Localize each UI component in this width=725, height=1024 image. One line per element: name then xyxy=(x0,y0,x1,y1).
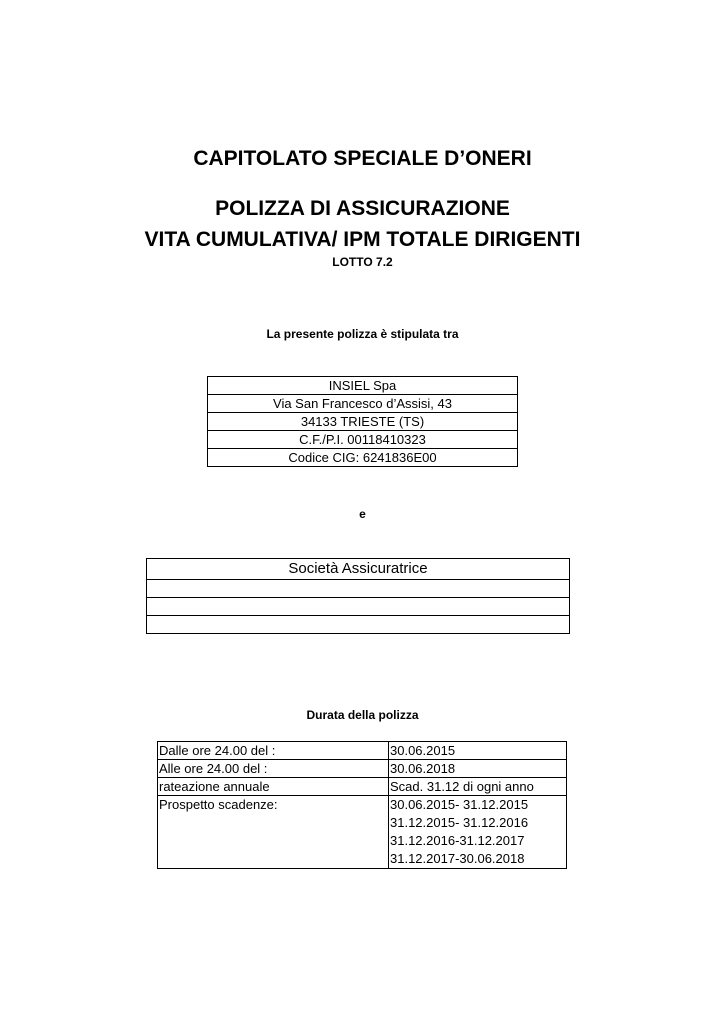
policy-subtitle: VITA CUMULATIVA/ IPM TOTALE DIRIGENTI xyxy=(144,228,581,251)
contractor-cig: Codice CIG: 6241836E00 xyxy=(208,449,518,467)
table-row xyxy=(158,760,567,778)
duration-heading: Durata della polizza xyxy=(306,708,419,722)
schedule-item: 30.06.2015- 31.12.2015 xyxy=(390,797,529,812)
contractor-table xyxy=(207,376,518,467)
duration-label: rateazione annuale xyxy=(158,778,389,796)
insurer-blank-row xyxy=(147,616,570,634)
contractor-vat: C.F./P.I. 00118410323 xyxy=(208,431,518,449)
insurer-blank-row xyxy=(147,580,570,598)
schedule-item: 31.12.2016-31.12.2017 xyxy=(390,833,525,848)
schedule-item: 31.12.2017-30.06.2018 xyxy=(390,851,525,866)
duration-label: Alle ore 24.00 del : xyxy=(158,760,389,778)
duration-value: 30.06.2018 xyxy=(389,760,567,778)
contractor-name: INSIEL Spa xyxy=(208,377,518,395)
insurer-table xyxy=(146,558,570,634)
duration-label: Dalle ore 24.00 del : xyxy=(158,742,389,760)
insurer-label: Società Assicuratrice xyxy=(147,559,570,580)
policy-title: POLIZZA DI ASSICURAZIONE xyxy=(215,197,510,220)
table-row xyxy=(158,778,567,796)
duration-value: 30.06.2015 xyxy=(389,742,567,760)
duration-value: Scad. 31.12 di ogni anno xyxy=(389,778,567,796)
schedule-label: Prospetto scadenze: xyxy=(158,796,389,869)
schedule-list xyxy=(389,796,567,869)
intro-text: La presente polizza è stipulata tra xyxy=(266,327,459,341)
table-row xyxy=(158,796,567,869)
insurer-blank-row xyxy=(147,598,570,616)
contractor-city: 34133 TRIESTE (TS) xyxy=(208,413,518,431)
schedule-item: 31.12.2015- 31.12.2016 xyxy=(390,815,529,830)
duration-table xyxy=(157,741,567,869)
conjunction-text: e xyxy=(359,507,366,521)
document-title: CAPITOLATO SPECIALE D’ONERI xyxy=(193,147,532,170)
table-row xyxy=(158,742,567,760)
contractor-address: Via San Francesco d’Assisi, 43 xyxy=(208,395,518,413)
lot-number: LOTTO 7.2 xyxy=(332,255,393,269)
